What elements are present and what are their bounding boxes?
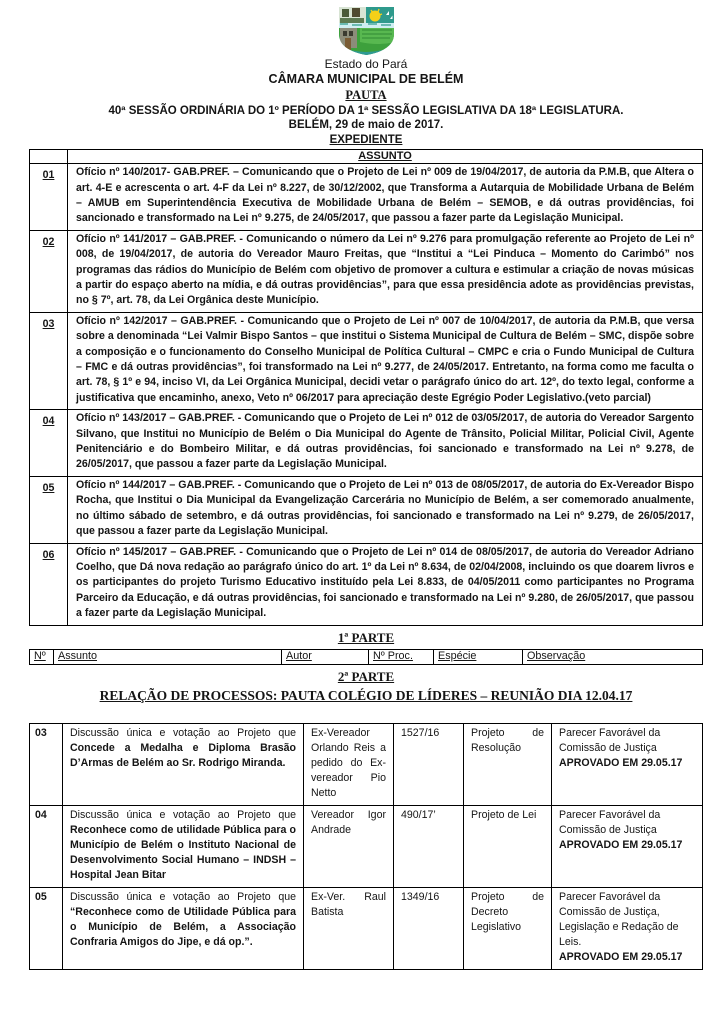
assunto-title: Reconhece como de utilidade Pública para o Município de Belém o Instituto Nacional de Desenvolvimento Social Humano – INDSH – Hospital Jean Bitar bbox=[70, 823, 296, 881]
expediente-header-row bbox=[30, 150, 703, 164]
parecer-text: Parecer Favorável da Comissão de Justiça bbox=[559, 808, 661, 836]
expediente-row-04 bbox=[30, 410, 703, 477]
assunto-prefix: Discussão única e votação ao Projeto que bbox=[70, 890, 296, 903]
state-name: Estado do Pará bbox=[324, 57, 408, 71]
item-text: Ofício nº 142/2017 – GAB.PREF. - Comunicando que o Projeto de Lei nº 007 de 10/04/2017, de autoria da P.M.B, que versa sobre a denominada “Lei Valmir Bispo Santos – que institui o Sistema Municipal de Cultura de Belém – SMC, dispõe sobre a composição e o funcionamento do Conselho Municipal de Política Cultural – CMPC e cria o Fundo Municipal de Cultura – FMC e dá outras providências”, foi transformado na Lei nº 9.277, de 24/05/2017. Entretanto, na forma como me faculta o art. 78, § 1º e 94, inciso VI, da Lei Orgânica Municipal, decidi vetar o parágrafo único do art. 12º, do texto legal, conforme a justificativa que encaminho, anexo, Veto nº 06/2017 para apreciação deste Egrégio Poder Legislativo.(veto parcial) bbox=[68, 312, 703, 409]
expediente-row-01 bbox=[30, 164, 703, 231]
processo-row-05 bbox=[30, 887, 703, 969]
session-title: 40ª SESSÃO ORDINÁRIA DO 1º PERÍODO DA 1ª SESSÃO LEGISLATIVA DA 18ª LEGISLATURA. bbox=[108, 105, 624, 118]
processo-number: 05 bbox=[30, 887, 63, 969]
processo-especie: Projeto de Decreto Legislativo bbox=[464, 887, 552, 969]
item-number: 06 bbox=[42, 548, 55, 561]
processo-number: 03 bbox=[30, 723, 63, 805]
item-text: Ofício nº 143/2017 – GAB.PREF. - Comunicando que o Projeto de Lei nº 012 de 03/05/2017, de autoria do Vereador Sargento Silvano, que Institui no Município de Belém o Dia Municipal do Agente de Trânsito, Policial Militar, Policial Civil, Agente Penitenciário e do Bombeiro Militar, e dá outras providências, foi sancionado e transformado na Lei nº 9.278, de 26/05/2017, que passou a fazer parte da Legislação Municipal. bbox=[68, 410, 703, 477]
col-header-observacao: Observação bbox=[523, 649, 703, 664]
assunto-title: “Reconhece como de Utilidade Pública para o Município de Belém, a Associação Confraria Amigos do Jipe, e dá op.”. bbox=[70, 905, 296, 948]
expediente-row-03 bbox=[30, 312, 703, 409]
processo-assunto bbox=[63, 887, 304, 969]
col-header-proc: Nº Proc. bbox=[369, 649, 434, 664]
aprovado-text: APROVADO EM 29.05.17 bbox=[559, 756, 683, 769]
processo-observacao bbox=[552, 887, 703, 969]
empty-header-cell bbox=[30, 150, 68, 164]
processo-proc: 1527/16 bbox=[394, 723, 464, 805]
document-title: PAUTA bbox=[345, 87, 387, 102]
aprovado-text: APROVADO EM 29.05.17 bbox=[559, 838, 683, 851]
processo-observacao bbox=[552, 723, 703, 805]
processo-proc: 1349/16 bbox=[394, 887, 464, 969]
item-number: 02 bbox=[42, 235, 55, 248]
assunto-title: Concede a Medalha e Diploma Brasão D’Armas de Belém ao Sr. Rodrigo Miranda. bbox=[70, 741, 296, 769]
assunto-prefix: Discussão única e votação ao Projeto que bbox=[70, 808, 296, 821]
parecer-text: Parecer Favorável da Comissão de Justiça, Legislação e Redação de Leis. bbox=[559, 890, 679, 948]
processo-row-03 bbox=[30, 723, 703, 805]
item-text: Ofício nº 141/2017 – GAB.PREF. - Comunicando o número da Lei nº 9.276 para promulgação referente ao Projeto de Lei nº 008, de 19/04/2017, de autoria do Vereador Mauro Freitas, que “Institui a “Lei Pinduca – Momento do Carimbó” nos programas das rádios do Município de Belém com objetivo de promover a cultura e estimular a criação de novas músicas a partir do espaço aberto na mídia, e dá outras providências”, para que essa presidência adote as providências previstas, no § 7º, art. 78, da Lei Orgânica deste Município. bbox=[68, 230, 703, 312]
expediente-row-05 bbox=[30, 476, 703, 543]
parte2-heading: 2ª PARTE bbox=[337, 668, 395, 684]
item-number: 01 bbox=[42, 169, 55, 182]
item-text: Ofício nº 140/2017- GAB.PREF. – Comunicando que o Projeto de Lei nº 009 de 19/04/2017, de autoria da P.M.B, que Altera o art. 4-E e acrescenta o art. 4-F da Lei nº 8.227, de 30/12/2002, que Transforma a Autarquia de Mobilidade Urbana de Belém – AMUB em Superintendência Executiva de Mobilidade Urbana de Belém – SEMOB, e dá outras providências, foi sancionado e transformado na Lei nº 9.275, de 24/05/2017, que passou a fazer parte da Legislação Municipal. bbox=[68, 164, 703, 231]
processo-autor: Vereador Igor Andrade bbox=[304, 805, 394, 887]
relacao-heading: RELAÇÃO DE PROCESSOS: PAUTA COLÉGIO DE LÍDERES – REUNIÃO DIA 12.04.17 bbox=[99, 687, 633, 703]
assunto-column-header bbox=[68, 150, 703, 164]
item-number: 03 bbox=[42, 317, 55, 330]
processo-row-04 bbox=[30, 805, 703, 887]
expediente-table bbox=[29, 149, 703, 625]
processo-especie: Projeto de Resolução bbox=[464, 723, 552, 805]
col-header-especie: Espécie bbox=[434, 649, 523, 664]
processo-especie: Projeto de Lei bbox=[464, 805, 552, 887]
processo-autor: Ex-Ver. Raul Batista bbox=[304, 887, 394, 969]
col-header-assunto: Assunto bbox=[54, 649, 282, 664]
item-text: Ofício nº 144/2017 – GAB.PREF. - Comunicando que o Projeto de Lei nº 013 de 08/05/2017, de autoria do Ex-Vereador Bispo Rocha, que Institui o Dia Municipal da Evangelização Carcerária no Município de Belém, a ser comemorado anualmente, no último sábado de setembro, e dá outras providências, foi sancionado e transformado na Lei nº 9.279, de 26/05/2017, que passou a fazer parte da Legislação Municipal. bbox=[68, 476, 703, 543]
processo-observacao bbox=[552, 805, 703, 887]
institution-name: CÂMARA MUNICIPAL DE BELÉM bbox=[268, 71, 464, 86]
expediente-row-06 bbox=[30, 543, 703, 625]
processo-assunto bbox=[63, 805, 304, 887]
col-header-autor: Autor bbox=[282, 649, 369, 664]
parte1-heading: 1ª PARTE bbox=[337, 629, 395, 645]
processo-number: 04 bbox=[30, 805, 63, 887]
item-number: 05 bbox=[42, 481, 55, 494]
processo-assunto bbox=[63, 723, 304, 805]
assunto-prefix: Discussão única e votação ao Projeto que bbox=[70, 726, 296, 739]
document-header bbox=[29, 6, 703, 147]
expediente-heading: EXPEDIENTE bbox=[329, 134, 403, 147]
processos-table bbox=[29, 723, 703, 970]
item-text: Ofício nº 145/2017 – GAB.PREF. - Comunicando que o Projeto de Lei nº 014 de 08/05/2017, de autoria do Vereador Adriano Coelho, que Dá nova redação ao parágrafo único do art. 1º da Lei nº 8.634, de 02/04/2008, incluindo os que doarem livros e os participantes do projeto Turismo Educativo instituído pela Lei 8.833, de 04/05/2011 como participantes no Programa Parceiro da Educação, e dá outras providências, foi sancionado e transformado na Lei nº 9.280, de 26/05/2017, que passou a fazer parte da Legislação Municipal. bbox=[68, 543, 703, 625]
expediente-row-02 bbox=[30, 230, 703, 312]
parte1-header-row bbox=[30, 649, 703, 664]
aprovado-text: APROVADO EM 29.05.17 bbox=[559, 950, 683, 963]
parte1-table bbox=[29, 649, 703, 665]
parecer-text: Parecer Favorável da Comissão de Justiça bbox=[559, 726, 661, 754]
processo-proc: 490/17’ bbox=[394, 805, 464, 887]
item-number: 04 bbox=[42, 415, 55, 428]
processo-autor: Ex-Vereador Orlando Reis a pedido do Ex-vereador Pio Netto bbox=[304, 723, 394, 805]
assunto-label: ASSUNTO bbox=[358, 150, 412, 163]
col-header-num: Nº bbox=[30, 649, 54, 664]
belem-coat-of-arms-icon bbox=[338, 6, 395, 56]
place-date: BELÉM, 29 de maio de 2017. bbox=[288, 119, 444, 132]
